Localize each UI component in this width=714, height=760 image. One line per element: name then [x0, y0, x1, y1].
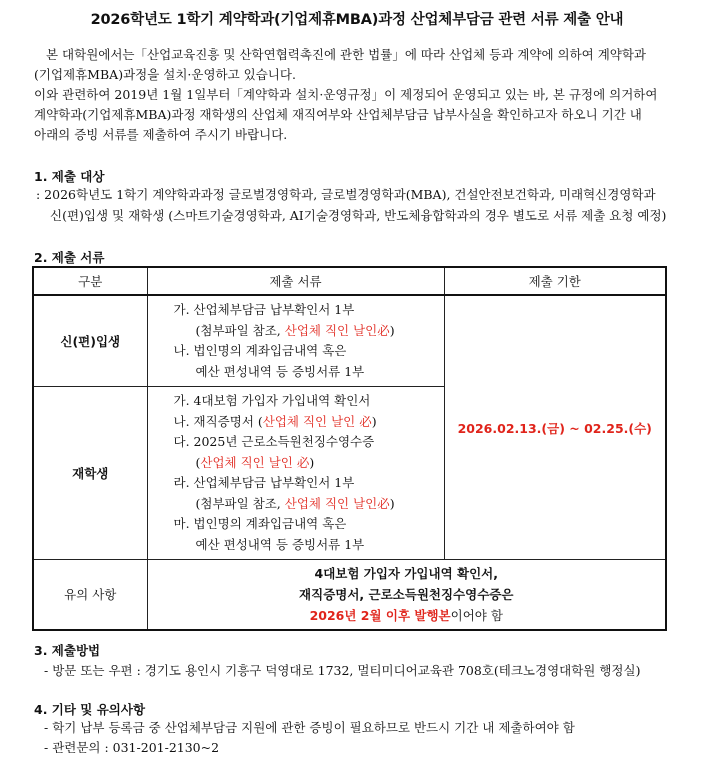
list-item-note: 예산 편성내역 등 증빙서류 1부 — [195, 363, 365, 379]
table-row-new-students — [33, 295, 666, 387]
issue-date-requirement: 2026년 2월 이후 발행본 — [309, 607, 451, 623]
section4-line: - 학기 납부 등록금 중 산업체부담금 지원에 관한 증빙이 필요하므로 반드시 기간 내 제출하여야 함 — [44, 720, 575, 735]
list-item — [174, 412, 444, 433]
list-item: 나. 법인명의 계좌입금내역 혹은 — [173, 343, 347, 358]
list-item-note: 예산 편성내역 등 증빙서류 1부 — [195, 536, 365, 552]
note-text: (첨부파일 참조, — [195, 322, 285, 338]
note-line: 재직증명서, 근로소득원천징수영수증은 — [299, 586, 514, 602]
section3-line: - 방문 또는 우편 : 경기도 용인시 기흥구 덕영대로 1732, 멀티미디어교육관 708호(테크노경영대학원 행정실) — [44, 663, 641, 678]
intro-line: 아래의 증빙 서류를 제출하여 주시기 바랍니다. — [34, 127, 288, 142]
note-text: 이어야 함 — [450, 607, 503, 623]
item-text: 나. 재직증명서 ( — [173, 413, 263, 429]
seal-required-text: 산업체 직인 날인 必 — [200, 454, 310, 470]
note-line — [148, 605, 666, 626]
documents-table — [32, 266, 667, 631]
seal-required-text: 산업체 직인 날인必 — [284, 322, 390, 338]
intro-line: (기업제휴MBA)과정을 설치·운영하고 있습니다. — [34, 67, 296, 82]
submission-deadline: 2026.02.13.(금) ~ 02.25.(수) — [444, 295, 666, 560]
section1-line: : 2026학년도 1학기 계약학과과정 글로벌경영학과, 글로벌경영학과(MBA), 건설안전보건학과, 미래혁신경영학과 — [36, 187, 656, 202]
intro-line: 이와 관련하여 2019년 1월 1일부터「계약학과 설치·운영규정」이 제정되어 운영되고 있는 바, 본 규정에 의거하여 — [34, 87, 658, 102]
section1-line: 신(편)입생 및 재학생 (스마트기술경영학과, AI기술경영학과, 반도체융합학과의 경우 별도로 서류 제출 요청 예정) — [50, 208, 667, 223]
seal-required-text: 산업체 직인 날인 必 — [262, 413, 372, 429]
new-students-label: 신(편)입생 — [33, 295, 147, 387]
seal-required-text: 산업체 직인 날인必 — [284, 495, 390, 511]
note-text: ) — [309, 454, 315, 470]
note-line: 4대보험 가입자 가입내역 확인서, — [314, 565, 498, 581]
note-text: ) — [389, 495, 395, 511]
note-text: (첨부파일 참조, — [195, 495, 285, 511]
item-text: ) — [371, 413, 377, 429]
intro-line: 계약학과(기업제휴MBA)과정 재학생의 산업체 재직여부와 산업체부담금 납부사실을 확인하고자 하오니 기간 내 — [34, 107, 642, 122]
note-text: ) — [389, 322, 395, 338]
table-row-notes — [33, 560, 666, 630]
notes-label: 유의 사항 — [33, 560, 147, 630]
note-text: ( — [195, 454, 201, 470]
intro-paragraph — [34, 45, 684, 145]
section3-heading: 3. 제출방법 — [34, 643, 101, 658]
list-item: 가. 4대보험 가입자 가입내역 확인서 — [173, 393, 371, 408]
list-item: 마. 법인명의 계좌입금내역 혹은 — [173, 516, 347, 531]
page-title: 2026학년도 1학기 계약학과(기업제휴MBA)과정 산업체부담금 관련 서류 제출 안내 — [90, 12, 624, 28]
table-header-row — [33, 267, 666, 295]
new-students-documents — [147, 295, 444, 387]
header-category: 구분 — [33, 267, 147, 295]
current-students-label: 재학생 — [33, 387, 147, 560]
list-item: 가. 산업체부담금 납부확인서 1부 — [173, 302, 355, 317]
section4-line: - 관련문의 : 031-201-2130~2 — [44, 740, 220, 755]
list-item-note — [174, 494, 444, 515]
list-item-note — [174, 453, 444, 474]
list-item-note — [174, 321, 444, 342]
section1-heading: 1. 제출 대상 — [34, 169, 105, 184]
header-documents: 제출 서류 — [147, 267, 444, 295]
section2-heading: 2. 제출 서류 — [34, 250, 105, 265]
current-students-documents — [147, 387, 444, 560]
header-deadline: 제출 기한 — [444, 267, 666, 295]
list-item: 라. 산업체부담금 납부확인서 1부 — [173, 475, 355, 490]
notes-content — [147, 560, 666, 630]
section4-heading: 4. 기타 및 유의사항 — [34, 702, 146, 717]
list-item: 다. 2025년 근로소득원천징수영수증 — [173, 434, 375, 449]
intro-line: 본 대학원에서는「산업교육진흥 및 산학연협력촉진에 관한 법률」에 따라 산업체 등과 계약에 의하여 계약학과 — [46, 47, 647, 62]
